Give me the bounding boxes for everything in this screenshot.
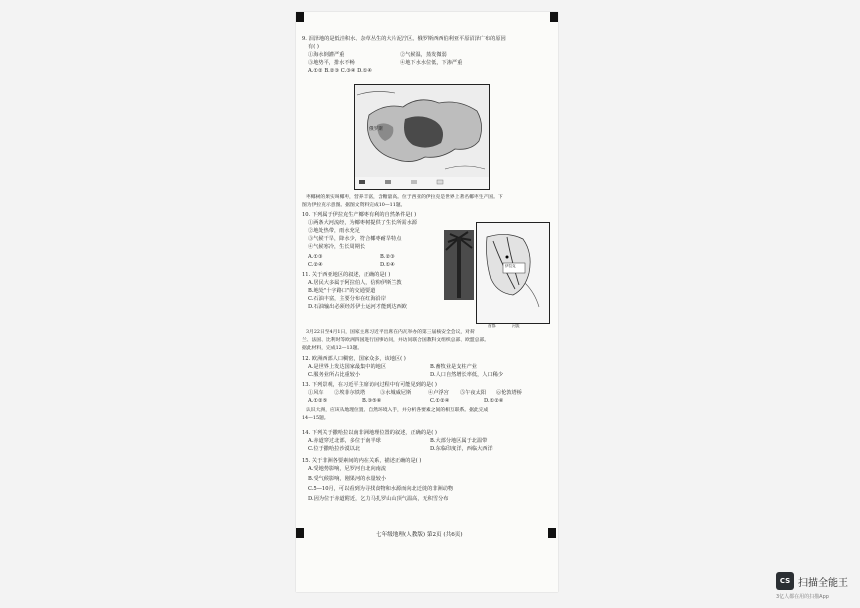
q9-option-4: ④地下水水位低，下渗严重 xyxy=(400,60,463,66)
page-footer: 七年级地理(人教版) 第2页 (共6页) xyxy=(376,532,463,538)
iraq-legend-river: 河流 xyxy=(512,323,520,328)
q10-option-4: ④气候寒冷，生长周期长 xyxy=(308,244,366,250)
q14-stem: 14. 下列关于撒哈拉以南非洲地理位置的叙述，正确的是( ) xyxy=(302,430,437,436)
q11-choice-d: D.石油输出必须经苏伊士运河才能到达西欧 xyxy=(308,304,407,310)
q10-option-3: ③气候干旱，降水少，符合椰枣耐旱特点 xyxy=(308,236,402,242)
registration-mark xyxy=(296,12,304,22)
scanner-watermark xyxy=(776,572,848,590)
iraq-map xyxy=(476,222,550,324)
q13-option-5: ⑤午夜太阳 xyxy=(460,390,486,396)
q12-choice-a: A.是世界上发达国家最集中的地区 xyxy=(308,364,387,370)
palm-graphic xyxy=(444,230,474,300)
q9-option-2: ②气候温，蒸发微弱 xyxy=(400,52,447,58)
q9-option-1: ①海水倒灌严重 xyxy=(308,52,345,58)
q14-choice-c: C.位于撒哈拉沙漠以北 xyxy=(308,446,361,452)
q13-option-2: ②埃菲尔铁塔 xyxy=(334,390,366,396)
q10-choice-d: D.①④ xyxy=(380,262,395,268)
q15-choice-a: A.受地势影响，尼罗河自北向南流 xyxy=(308,466,387,472)
q13-choice-b: B.③⑤⑥ xyxy=(362,398,382,404)
intro-12-13-line1: 3月22日至4月1日，国家主席习近平出席在内瓦举办的第三届核安全会议，对荷 xyxy=(306,330,475,335)
russia-map-label: 俄罗斯 xyxy=(369,127,383,132)
q10-choice-b: B.②③ xyxy=(380,254,395,260)
intro-10-11-line1: 枣椰树的果实叫椰枣，营养丰富，含糖量高。位于西亚的伊拉克是世界上著名椰枣生产国。下 xyxy=(306,195,503,200)
scanner-tagline: 3亿人都在用的扫描App xyxy=(776,594,829,600)
q11-choice-c: C.石油丰富，主要分布在红海沿岸 xyxy=(308,296,387,302)
q12-choice-c: C.服务业所占比重较小 xyxy=(308,372,361,378)
q12-stem: 12. 欧洲西部人口稠密，国家众多，该地区( ) xyxy=(302,356,406,362)
q13-stem: 13. 下列景观，在习近平主席访问过程中有可能见到的是( ) xyxy=(302,382,437,388)
q13-choice-d: D.①②⑥ xyxy=(484,398,504,404)
registration-mark xyxy=(548,528,556,538)
q12-choice-b: B.畜牧业是支柱产业 xyxy=(430,364,477,370)
intro-10-11-line2: 图为伊拉克示意图。据图文资料完成10—11题。 xyxy=(302,203,406,208)
russia-map-graphic xyxy=(355,85,489,189)
q13-option-1: ①风车 xyxy=(308,390,324,396)
q10-choice-a: A.①③ xyxy=(308,254,323,260)
iraq-map-graphic xyxy=(477,223,549,323)
iraq-legend-capital: 首都 xyxy=(488,323,496,328)
registration-mark xyxy=(296,528,304,538)
intro-12-13-line3: 据此材料，完成12—13题。 xyxy=(302,346,363,351)
q11-choice-a: A.居民大多属于阿拉伯人，信仰伊斯兰教 xyxy=(308,280,402,286)
q14-choice-a: A.赤道穿过北部，多位于南半球 xyxy=(308,438,381,444)
q13-option-3: ③水城威尼斯 xyxy=(380,390,412,396)
q11-choice-b: B.地处"十字路口"的交通要道 xyxy=(308,288,376,294)
intro-12-13-line2: 兰、法国、比利时等欧洲四国进行国事访问，并访问联合国教科文组织总部、欧盟总部。 xyxy=(302,338,490,343)
q10-stem: 10. 下列属于伊拉克生产椰枣有利的自然条件是( ) xyxy=(302,212,417,218)
q15-choice-d: D.因为位于赤道附近，乞力马扎罗山山顶气温高，无积雪分布 xyxy=(308,496,449,502)
intro-14-15-line1: 认识大洲，应该从地理位置、自然环境入手，并分析各要素之间的相互联系。据此完成 xyxy=(306,408,489,413)
q10-choice-c: C.②④ xyxy=(308,262,323,268)
q9-stem: 9. 泪泽地的是低洼积水、杂草丛生的大片泥泞区。俄罗斯西西伯利亚平原沼泽广布的原因 xyxy=(302,36,506,42)
q9-answers: A.①② B.②③ C.③④ D.①④ xyxy=(308,68,373,74)
registration-mark xyxy=(550,12,558,22)
camscanner-logo-icon: CS xyxy=(776,572,794,590)
q13-choice-c: C.①②④ xyxy=(430,398,450,404)
scanner-brand-name: 扫描全能王 xyxy=(798,577,848,589)
date-palm-photo xyxy=(444,230,474,300)
q13-option-4: ④卢浮宫 xyxy=(428,390,449,396)
q15-choice-b: B.受气候影响，刚果河的水量较小 xyxy=(308,476,387,482)
q9-option-3: ③地势平，排水不畅 xyxy=(308,60,355,66)
iraq-map-city: 伊拉克 xyxy=(505,264,516,268)
q15-stem: 15. 关于非洲各要素间的内在关系，描述正确的是( ) xyxy=(302,458,422,464)
intro-14-15-line2: 14—15题。 xyxy=(302,416,329,421)
russia-map xyxy=(354,84,490,190)
q15-choice-c: C.5—10月，可以看到为寻找食物和水源而向北迁徙的非洲动物 xyxy=(308,486,454,492)
q13-option-6: ⑥伦敦塔桥 xyxy=(496,390,522,396)
q10-option-2: ②地处热带，雨水充足 xyxy=(308,228,360,234)
q13-choice-a: A.①②⑤ xyxy=(308,398,328,404)
q10-option-1: ①两条大河流经，为椰枣树提供了生长所需水源 xyxy=(308,220,417,226)
q14-choice-d: D.东临印度洋，西临大西洋 xyxy=(430,446,493,452)
q11-stem: 11. 关于西亚地区的叙述，正确的是( ) xyxy=(302,272,391,278)
q14-choice-b: B.大部分地区属于北温带 xyxy=(430,438,488,444)
q9-stem-cont: 有( ) xyxy=(308,44,319,50)
q12-choice-d: D.人口自然增长率低，人口稀少 xyxy=(430,372,504,378)
